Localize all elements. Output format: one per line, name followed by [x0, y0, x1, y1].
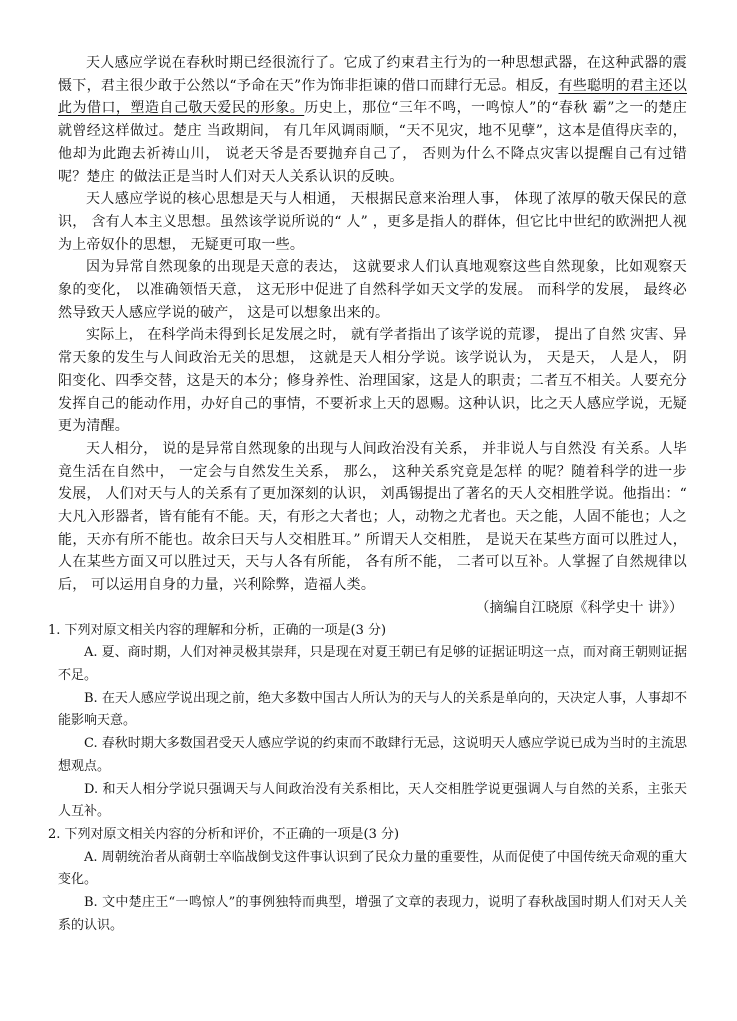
source-citation: （摘编自江晓原《科学史十 讲》） [475, 599, 683, 616]
paragraph-1 [58, 52, 687, 188]
question-1 [48, 620, 687, 824]
paragraph-5: 天人相分， 说的是异常自然现象的出现与人间政治没有关系， 并非说人与自然没 有关系。人毕竟生活在自然中， 一定会与自然发生关系， 那么， 这种关系究竟是怎样 的呢？随着科学的进一步发展， 人们对天与人的关系有了更加深刻的认识， 刘禹锡提出了著名的天人交相胜学说。他指出：“ 大凡入形器者，皆有能有不能。天，有形之大者也；人，动物之尤者也。天之能，人固不能也；人之能，天亦有所不能也。故余曰天与人交相胜耳。” 所谓天人交相胜， 是说天在某些方面可以胜过人， 人在某些方面又可以胜过天，天与人各有所能， 各有所不能， 二者可以互补。人掌握了自然规律以后， 可以运用自身的力量，兴利除弊，造福人类。 [58, 440, 687, 594]
question-stem: 2. 下列对原文相关内容的分析和评价，不正确的一项是(3 分) [48, 826, 400, 842]
option-b: B. 在天人感应学说出现之前，绝大多数中国古人所认为的天与人的关系是单向的，天决定人事，人事却不能影响天意。 [58, 690, 687, 729]
underlined-sentence: 有些聪明的君主还以此为借口，塑造自己敬天爱民的形象。 [58, 77, 687, 117]
option-a: A. 周朝统治者从商朝士卒临战倒戈这件事认识到了民众力量的重要性，从而促使了中国传统天命观的重大变化。 [58, 849, 687, 888]
option-c: C. 春秋时期大多数国君受天人感应学说的约束而不敢肆行无忌，这说明天人感应学说已成为当时的主流思想观点。 [58, 736, 687, 774]
option-b: B. 文中楚庄王“一鸣惊人”的事例独特而典型，增强了文章的表现力，说明了春秋战国时期人们对天人关系的认识。 [58, 895, 687, 933]
paragraph-4: 实际上， 在科学尚未得到长足发展之时， 就有学者指出了该学说的荒谬， 提出了自然 灾害、异常天象的发生与人间政治无关的思想， 这就是天人相分学说。该学说认为， 天是天， 人是人， 阴阳变化、四季交替，这是天的本分；修身养性、治理国家，这是人的职责；二者互不相关。人要充分发挥自己的能动作用，办好自己的事情，不要祈求上天的恩赐。这种认识，比之天人感应学说，无疑更为清醒。 [58, 327, 687, 435]
question-2 [48, 824, 687, 938]
question-stem: 1. 下列对原文相关内容的理解和分析，正确的一项是(3 分) [48, 622, 387, 638]
paragraph-1-part-b: 历史上，那位“三年不鸣，一鸣惊人”的“春秋 霸”之一的楚庄 就曾经这样做过。楚庄 当政期间， 有几年风调雨顺，“天不见灾，地不见孽”，这本是值得庆幸的， 他却为此跑去祈祷山川， 说老天爷是否要抛弃自己了， 否则为什么不降点灾害以提醒自己有过错呢？楚庄 的做法正是当时人们对天人关系认识的反映。 [58, 100, 687, 185]
option-d: D. 和天人相分学说只强调天与人间政治没有关系相比，天人交相胜学说更强调人与自然的关系，主张天人互补。 [58, 781, 687, 820]
article [58, 52, 687, 620]
paragraph-1-part-a: 天人感应学说在春秋时期已经很流行了。它成了约束君主行为的一种思想武器，在这种武器的震慑下，君主很少敢于公然以“予命在天”作为饰非拒谏的借口而肆行无忌。相反， [58, 55, 687, 94]
paragraph-2: 天人感应学说的核心思想是天与人相通， 天根据民意来治理人事， 体现了浓厚的敬天保民的意识， 含有人本主义思想。虽然该学说所说的“ 人” ，更多是指人的群体，但它比中世纪的欧洲把人视为上帝奴仆的思想， 无疑更可取一些。 [58, 191, 687, 253]
paragraph-3: 因为异常自然现象的出现是天意的表达， 这就要求人们认真地观察这些自然现象，比如观察天象的变化， 以准确领悟天意， 这无形中促进了自然科学如天文学的发展。 而科学的发展， 最终必然导致天人感应学说的破产， 这是可以想象出来的。 [58, 259, 687, 321]
option-a: A. 夏、商时期，人们对神灵极其崇拜，只是现在对夏王朝已有足够的证据证明这一点，而对商王朝则证据不足。 [58, 645, 687, 683]
